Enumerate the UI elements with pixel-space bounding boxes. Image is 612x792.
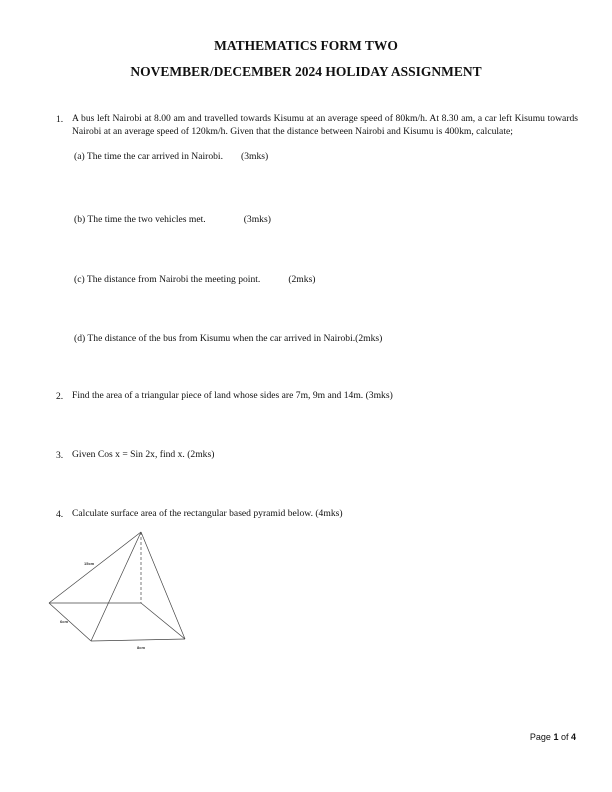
total-pages: 4 bbox=[570, 732, 576, 742]
document-subtitle: NOVEMBER/DECEMBER 2024 HOLIDAY ASSIGNMENT bbox=[130, 64, 482, 79]
current-page: 1 bbox=[553, 732, 559, 742]
part-marks: (2mks) bbox=[288, 274, 316, 285]
part-marks: (3mks) bbox=[243, 214, 271, 225]
part-text: (b) The time the two vehicles met. bbox=[74, 214, 206, 225]
width-label: 6cm bbox=[60, 619, 69, 624]
edge bbox=[141, 603, 185, 639]
document-title: MATHEMATICS FORM TWO bbox=[214, 38, 398, 53]
part-text: (a) The time the car arrived in Nairobi. bbox=[74, 151, 223, 162]
page-prefix: Page bbox=[529, 732, 554, 742]
length-label: 8cm bbox=[137, 645, 146, 650]
edge bbox=[49, 603, 91, 641]
edge bbox=[91, 639, 185, 641]
part-marks: (3mks) bbox=[241, 151, 269, 162]
page-of: of bbox=[558, 732, 571, 742]
edge bbox=[49, 532, 141, 603]
page-number bbox=[530, 732, 576, 742]
question-number: 2. bbox=[56, 391, 64, 402]
question-text: Given Cos x = Sin 2x, find x. (2mks) bbox=[72, 449, 215, 460]
question-text: Calculate surface area of the rectangular based pyramid below. (4mks) bbox=[72, 508, 343, 519]
question-number: 1. bbox=[56, 114, 64, 125]
question-text: A bus left Nairobi at 8.00 am and travelled towards Kisumu at an average speed of 80km/h. At 8.30 am, a car left Kisumu towards Nairobi at an average speed of 120km/h. Given that the distance between Nairobi and Kisumu is 400km, calculate; bbox=[72, 113, 578, 137]
slant-label: 15cm bbox=[84, 561, 95, 566]
question-part-d: (d) The distance of the bus from Kisumu when the car arrived in Nairobi.(2mks) bbox=[74, 333, 383, 344]
part-text: (c) The distance from Nairobi the meeting point. bbox=[74, 274, 261, 285]
question-number: 4. bbox=[56, 509, 64, 520]
question-text: Find the area of a triangular piece of land whose sides are 7m, 9m and 14m. (3mks) bbox=[72, 390, 393, 401]
edge bbox=[141, 532, 185, 639]
edge bbox=[91, 532, 141, 641]
question-number: 3. bbox=[56, 450, 64, 461]
